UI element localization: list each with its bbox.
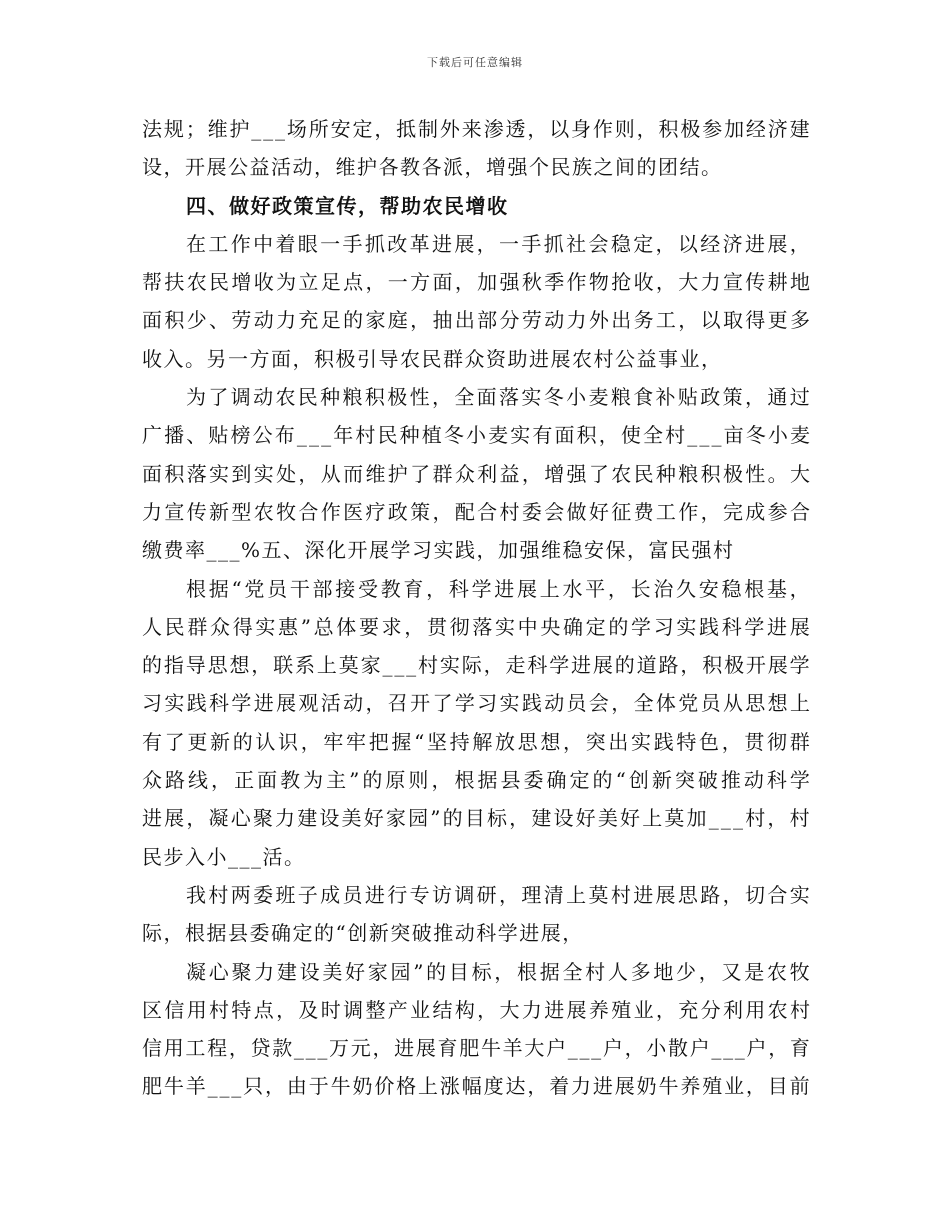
text-line: 区 信 用 村 特 点 ， 及 时 调 整 产 业 结 构 ， 大 力 进 展 养 殖 业 ， 充 分 利 用 农 村 bbox=[142, 997, 810, 1022]
text-line: 为 了 调 动 农 民 种 粮 积 极 性 ， 全 面 落 实 冬 小 麦 粮 食 补 贴 政 策 ， 通 过 bbox=[186, 385, 810, 410]
text-line: 法 规 ； 维 护 _ _ _ 场 所 安 定 ， 抵 制 外 来 渗 透 ， 以 身 作 则 ， 积 极 参 加 经 济 建 bbox=[142, 117, 810, 141]
text-line: 力 宣 传 新 型 农 牧 合 作 医 疗 政 策 ， 配 合 村 委 会 做 好 征 费 工 作 ， 完 成 参 合 bbox=[142, 499, 810, 524]
text-line: 的 指 导 思 想 ， 联 系 上 莫 家 _ _ _ 村 实 际 ， 走 科 学 进 展 的 道 路 ， 积 极 开 展 学 bbox=[142, 653, 810, 678]
text-line: 进 展 ， 凝 心 聚 力 建 设 美 好 家 园 ” 的 目 标 ， 建 设 好 美 好 上 莫 加 _ _ _ 村 ， 村 bbox=[142, 806, 810, 831]
text-line: 根 据 “ 党 员 干 部 接 受 教 育 ， 科 学 进 展 上 水 平 ， 长 治 久 安 稳 根 基 ， bbox=[186, 576, 810, 601]
text-line: 人 民 群 众 得 实 惠 ” 总 体 要 求 ， 贯 彻 落 实 中 央 确 定 的 学 习 实 践 科 学 进 展 bbox=[142, 614, 810, 639]
text-line: 面 积 少 、 劳 动 力 充 足 的 家 庭 ， 抽 出 部 分 劳 动 力 外 出 务 工 ， 以 取 得 更 多 bbox=[142, 308, 810, 333]
text-line: 际，根据县委确定的“创新突破推动科学进展， bbox=[142, 921, 584, 946]
text-line: 缴费率___%五、深化开展学习实践，加强维稳安保，富民强村 bbox=[142, 538, 735, 563]
text-line: 在 工 作 中 着 眼 一 手 抓 改 革 进 展 ， 一 手 抓 社 会 稳 定 ， 以 经 济 进 展 ， bbox=[186, 231, 810, 256]
document-body bbox=[142, 110, 810, 1106]
text-line: 设，开展公益活动，维护各教各派，增强个民族之间的团结。 bbox=[142, 155, 723, 180]
page-header: 下载后可任意编辑 bbox=[427, 56, 523, 69]
text-line: 习 实 践 科 学 进 展 观 活 动 ， 召 开 了 学 习 实 践 动 员 会 ， 全 体 党 员 从 思 想 上 bbox=[142, 691, 810, 716]
text-line: 肥 牛 羊 _ _ _ 只 ， 由 于 牛 奶 价 格 上 涨 幅 度 达 ， 着 力 进 展 奶 牛 养 殖 业 ， 目 前 bbox=[142, 1074, 810, 1099]
text-line: 有 了 更 新 的 认 识 ， 牢 牢 把 握 “ 坚 持 解 放 思 想 ， 突 出 实 践 特 色 ， 贯 彻 群 bbox=[142, 729, 810, 754]
text-line: 民步入小___活。 bbox=[142, 844, 306, 869]
text-line: 面 积 落 实 到 实 处 ， 从 而 维 护 了 群 众 利 益 ， 增 强 了 农 民 种 粮 积 极 性 。 大 bbox=[142, 461, 810, 486]
text-line: 众 路 线 ， 正 面 教 为 主 ” 的 原 则 ， 根 据 县 委 确 定 的 “ 创 新 突 破 推 动 科 学 bbox=[142, 768, 810, 793]
text-line: 凝 心 聚 力 建 设 美 好 家 园 ” 的 目 标 ， 根 据 全 村 人 多 地 少 ， 又 是 农 牧 bbox=[186, 959, 810, 984]
text-line: 信 用 工 程 ， 贷 款 _ _ _ 万 元 ， 进 展 育 肥 牛 羊 大 户 _ _ _ 户 ， 小 散 户 _ _ _ 户 ， 育 bbox=[142, 1036, 810, 1061]
section-heading: 四、做好政策宣传，帮助农民增收 bbox=[186, 193, 509, 218]
text-line: 收入。另一方面，积极引导农民群众资助进展农村公益事业， bbox=[142, 346, 723, 371]
text-line: 广 播 、 贴 榜 公 布 _ _ _ 年 村 民 种 植 冬 小 麦 实 有 面 积 ， 使 全 村 _ _ _ 亩 冬 小 麦 bbox=[142, 423, 810, 448]
text-line: 我 村 两 委 班 子 成 员 进 行 专 访 调 研 ， 理 清 上 莫 村 进 展 思 路 ， 切 合 实 bbox=[186, 882, 810, 907]
text-line: 帮 扶 农 民 增 收 为 立 足 点 ， 一 方 面 ， 加 强 秋 季 作 物 抢 收 ， 大 力 宣 传 耕 地 bbox=[142, 270, 810, 295]
